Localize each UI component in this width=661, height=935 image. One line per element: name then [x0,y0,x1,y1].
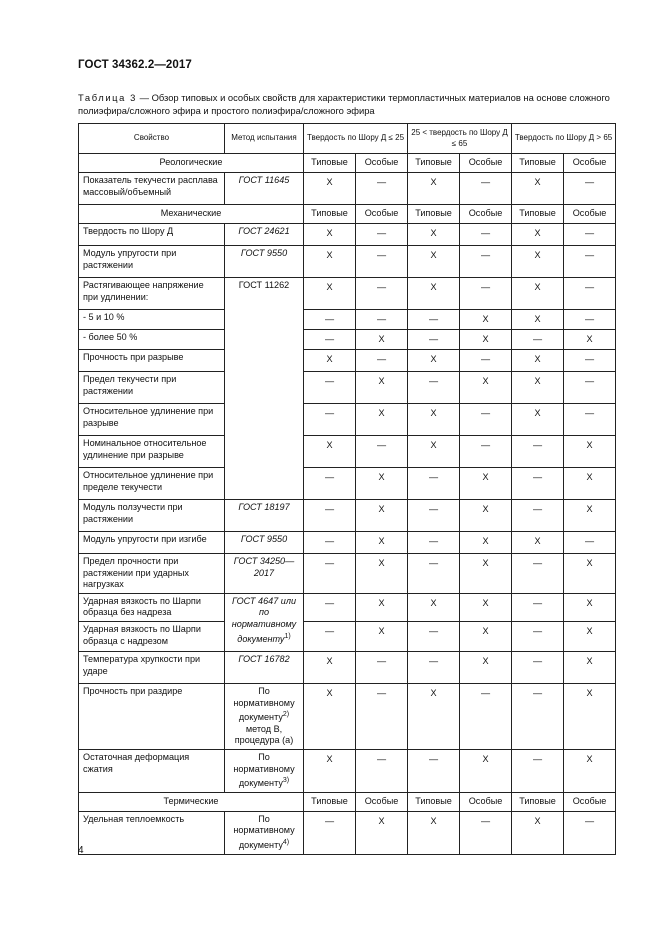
subheader-special: Особые [460,792,512,811]
subheader-typical: Типовые [304,154,356,173]
caption-text: — Обзор типовых и особых свойств для характеристики термопластичных материалов на основе сложного полиэфира/сложного эфира и простого полиэфира/сложного эфира [78,92,610,116]
mark-cell: X [564,500,616,532]
mark-cell: — [408,651,460,683]
mark-cell: X [460,621,512,651]
method-cell [225,500,304,532]
mark-cell: X [304,278,356,310]
caption-label: Таблица 3 [78,92,137,103]
mark-cell: X [460,500,512,532]
mark-cell: — [460,224,512,246]
property-cell: Номинальное относительное удлинение при разрыве [79,436,225,468]
mark-cell: X [564,621,616,651]
table-row [79,683,616,749]
mark-cell: X [512,350,564,372]
subheader-typical: Типовые [408,154,460,173]
mark-cell: — [304,404,356,436]
mark-cell: X [564,330,616,350]
table-row [79,554,616,594]
mark-cell: — [564,173,616,205]
mark-cell: — [564,278,616,310]
mark-cell: — [564,246,616,278]
table-row [79,124,616,154]
document-header: ГОСТ 34362.2—2017 [78,59,192,71]
header-group-1: Твердость по Шору Д ≤ 25 [304,124,408,154]
method-cell [225,532,304,554]
mark-cell: X [460,651,512,683]
table-row [79,468,616,500]
mark-cell: X [512,278,564,310]
mark-cell: — [304,811,356,854]
header-method: Метод испытания [225,124,304,154]
footnote-ref: 2) [282,711,290,719]
mark-cell: — [408,468,460,500]
header-group-2: 25 < твердость по Шору Д ≤ 65 [408,124,512,154]
mark-cell: — [512,749,564,792]
mark-cell: X [512,173,564,205]
footnote-ref: 3) [282,777,290,785]
mark-cell: X [460,554,512,594]
mark-cell: — [304,310,356,330]
method-extra: метод В, процедура (а) [234,723,294,746]
property-cell: Показатель текучести расплава массовый/объемный [79,173,225,205]
property-cell: Относительное удлинение при пределе текучести [79,468,225,500]
mark-cell: — [460,246,512,278]
mark-cell: X [512,372,564,404]
method-text: По нормативному документу [233,751,295,789]
mark-cell: — [564,404,616,436]
table-row [79,224,616,246]
mark-cell: — [512,593,564,621]
mark-cell: X [304,246,356,278]
mark-cell: — [408,372,460,404]
method-text: ГОСТ 4647 или по нормативному документу [231,595,297,644]
mark-cell: X [356,468,408,500]
property-cell: Остаточная деформация сжатия [79,749,225,792]
mark-cell: — [304,621,356,651]
mark-cell: — [408,500,460,532]
mark-cell: — [356,310,408,330]
table-row [79,278,616,310]
mark-cell: — [512,651,564,683]
section-therm: Термические [79,792,304,811]
footnote-ref: 1) [284,632,291,640]
mark-cell: X [460,310,512,330]
subheader-special: Особые [564,205,616,224]
method-text: ГОСТ 16782 [238,653,290,664]
mark-cell: — [304,330,356,350]
section-rheo: Реологические [79,154,304,173]
method-cell [225,683,304,749]
mark-cell: — [408,749,460,792]
property-cell: Предел прочности при растяжении при ударных нагрузках [79,554,225,594]
mark-cell: X [564,436,616,468]
mark-cell: X [408,278,460,310]
mark-cell: X [356,811,408,854]
method-text: ГОСТ 24621 [238,226,290,236]
mark-cell: — [512,330,564,350]
mark-cell: X [460,330,512,350]
subheader-typical: Типовые [304,205,356,224]
mark-cell: — [460,436,512,468]
method-text: ГОСТ 11645 [238,175,290,185]
header-group-3: Твердость по Шору Д > 65 [512,124,616,154]
property-cell: Температура хрупкости при ударе [79,651,225,683]
mark-cell: X [408,593,460,621]
property-cell: Относительное удлинение при разрыве [79,404,225,436]
mark-cell: X [512,811,564,854]
table-row [79,246,616,278]
method-cell [225,749,304,792]
mark-cell: — [304,593,356,621]
subheader-special: Особые [564,154,616,173]
table-row [79,372,616,404]
section-mech: Механические [79,205,304,224]
mark-cell: X [356,372,408,404]
subheader-typical: Типовые [408,792,460,811]
table-row [79,404,616,436]
mark-cell: — [356,749,408,792]
mark-cell: — [356,224,408,246]
method-text: По нормативному документу [233,685,295,723]
table-row [79,436,616,468]
method-text: ГОСТ 18197 [238,502,290,512]
mark-cell: X [304,173,356,205]
mark-cell: — [304,372,356,404]
table-row [79,651,616,683]
mark-cell: — [356,651,408,683]
table-row [79,173,616,205]
method-cell [225,246,304,278]
table-row [79,205,616,224]
subheader-typical: Типовые [408,205,460,224]
subheader-typical: Типовые [512,792,564,811]
mark-cell: — [356,278,408,310]
subheader-special: Особые [356,205,408,224]
mark-cell: — [356,246,408,278]
property-cell: Растягивающее напряжение при удлинении: [79,278,225,310]
mark-cell: — [564,224,616,246]
method-cell [225,554,304,594]
subheader-special: Особые [356,154,408,173]
mark-cell: — [304,554,356,594]
property-cell: Модуль упругости при изгибе [79,532,225,554]
properties-table [78,123,616,855]
mark-cell: X [408,404,460,436]
property-cell: - 5 и 10 % [79,310,225,330]
mark-cell: — [460,350,512,372]
table-row [79,330,616,350]
mark-cell: X [304,683,356,749]
table-row [79,792,616,811]
page-number: 4 [78,845,84,856]
mark-cell: X [304,224,356,246]
mark-cell: X [460,749,512,792]
mark-cell: X [304,436,356,468]
property-cell: Прочность при раздире [79,683,225,749]
mark-cell: X [408,683,460,749]
mark-cell: X [564,468,616,500]
mark-cell: X [408,811,460,854]
mark-cell: X [408,173,460,205]
mark-cell: X [408,246,460,278]
mark-cell: — [512,683,564,749]
method-cell [225,224,304,246]
mark-cell: — [512,621,564,651]
mark-cell: — [564,310,616,330]
header-property: Свойство [79,124,225,154]
mark-cell: — [512,500,564,532]
mark-cell: X [408,436,460,468]
mark-cell: X [356,330,408,350]
property-cell: Ударная вязкость по Шарпи образца с надрезом [79,621,225,651]
subheader-typical: Типовые [304,792,356,811]
mark-cell: — [408,621,460,651]
mark-cell: — [408,330,460,350]
mark-cell: X [512,246,564,278]
subheader-special: Особые [564,792,616,811]
property-cell: Твердость по Шору Д [79,224,225,246]
method-cell [225,811,304,854]
mark-cell: — [460,811,512,854]
property-cell: Прочность при разрыве [79,350,225,372]
mark-cell: — [460,404,512,436]
mark-cell: — [512,468,564,500]
mark-cell: — [564,350,616,372]
mark-cell: X [512,532,564,554]
mark-cell: X [460,468,512,500]
mark-cell: — [356,683,408,749]
subheader-typical: Типовые [512,154,564,173]
method-text: ГОСТ 9550 [240,248,288,258]
method-text: ГОСТ 9550 [240,534,288,544]
mark-cell: X [408,350,460,372]
table-row [79,593,616,621]
method-cell: ГОСТ 11262 [225,278,304,500]
mark-cell: — [564,811,616,854]
subheader-special: Особые [460,205,512,224]
mark-cell: X [408,224,460,246]
mark-cell: X [564,593,616,621]
table-row [79,532,616,554]
property-cell: - более 50 % [79,330,225,350]
table-row [79,310,616,330]
subheader-special: Особые [356,792,408,811]
mark-cell: — [356,350,408,372]
mark-cell: — [304,500,356,532]
footnote-ref: 4) [282,838,290,846]
mark-cell: X [564,683,616,749]
mark-cell: X [512,310,564,330]
mark-cell: — [408,554,460,594]
mark-cell: — [564,372,616,404]
property-cell: Удельная теплоемкость [79,811,225,854]
mark-cell: — [304,532,356,554]
mark-cell: — [512,436,564,468]
table-row [79,621,616,651]
mark-cell: — [304,468,356,500]
table-caption [78,92,616,117]
mark-cell: X [356,621,408,651]
method-text: По нормативному документу [233,813,295,850]
table-row [79,749,616,792]
table-row [79,350,616,372]
mark-cell: — [460,173,512,205]
mark-cell: X [304,350,356,372]
table-row [79,811,616,854]
mark-cell: X [356,500,408,532]
table-row [79,154,616,173]
mark-cell: X [356,593,408,621]
mark-cell: X [564,554,616,594]
subheader-typical: Типовые [512,205,564,224]
property-cell: Ударная вязкость по Шарпи образца без надреза [79,593,225,621]
mark-cell: X [564,651,616,683]
mark-cell: — [460,278,512,310]
method-cell [225,173,304,205]
mark-cell: X [460,593,512,621]
mark-cell: — [356,173,408,205]
mark-cell: X [512,224,564,246]
mark-cell: X [356,554,408,594]
method-cell [225,651,304,683]
property-cell: Модуль упругости при растяжении [79,246,225,278]
method-cell [225,593,304,651]
mark-cell: X [304,651,356,683]
mark-cell: X [356,532,408,554]
mark-cell: — [564,532,616,554]
mark-cell: X [304,749,356,792]
table-row [79,500,616,532]
method-text: ГОСТ 34250—2017 [233,556,295,578]
subheader-special: Особые [460,154,512,173]
mark-cell: — [460,683,512,749]
property-cell: Модуль ползучести при растяжении [79,500,225,532]
mark-cell: — [356,436,408,468]
mark-cell: — [512,554,564,594]
mark-cell: X [460,532,512,554]
mark-cell: X [564,749,616,792]
mark-cell: X [512,404,564,436]
mark-cell: — [408,532,460,554]
mark-cell: X [356,404,408,436]
mark-cell: X [460,372,512,404]
property-cell: Предел текучести при растяжении [79,372,225,404]
mark-cell: — [408,310,460,330]
